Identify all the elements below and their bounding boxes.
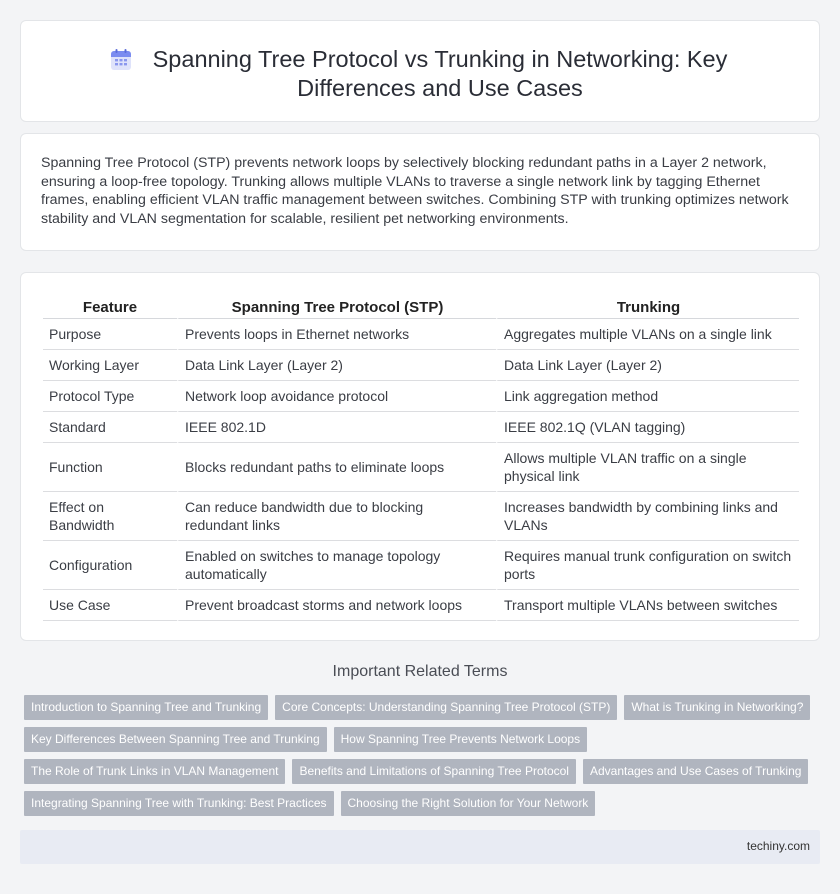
table-cell: Working Layer xyxy=(43,350,177,381)
footer-site-link[interactable]: techiny.com xyxy=(746,839,810,853)
header-trunking: Trunking xyxy=(496,297,799,319)
header-stp: Spanning Tree Protocol (STP) xyxy=(177,297,496,319)
title-card xyxy=(20,20,820,122)
related-term-link[interactable]: Core Concepts: Understanding Spanning Tree Protocol (STP) xyxy=(275,695,617,720)
table-cell: Use Case xyxy=(43,590,177,621)
table-cell: Link aggregation method xyxy=(496,381,799,412)
related-term-link[interactable]: Advantages and Use Cases of Trunking xyxy=(583,759,808,784)
intro-paragraph: Spanning Tree Protocol (STP) prevents network loops by selectively blocking redundant paths in a Layer 2 network, ensuring a loop-free topology. Trunking allows multiple VLANs to traverse a single network link by tagging Ethernet frames, enabling efficient VLAN traffic management between switches. Combining STP with trunking optimizes network stability and VLAN segmentation for scalable, resilient pet networking environments. xyxy=(41,155,789,227)
table-cell: Transport multiple VLANs between switches xyxy=(496,590,799,621)
table-cell: Enabled on switches to manage topology automatically xyxy=(177,541,496,590)
table-cell: Configuration xyxy=(43,541,177,590)
related-term-link[interactable]: Introduction to Spanning Tree and Trunking xyxy=(24,695,268,720)
comparison-card xyxy=(20,272,820,641)
table-cell: Standard xyxy=(43,412,177,443)
table-row xyxy=(43,319,799,350)
table-cell: IEEE 802.1Q (VLAN tagging) xyxy=(496,412,799,443)
table-cell: Protocol Type xyxy=(43,381,177,412)
table-cell: Increases bandwidth by combining links and VLANs xyxy=(496,492,799,541)
related-term-link[interactable]: The Role of Trunk Links in VLAN Management xyxy=(24,759,285,784)
comparison-table xyxy=(43,297,799,621)
table-row xyxy=(43,350,799,381)
footer xyxy=(20,830,820,864)
table-row xyxy=(43,541,799,590)
table-row xyxy=(43,443,799,492)
related-term-link[interactable]: How Spanning Tree Prevents Network Loops xyxy=(334,727,587,752)
related-term-link[interactable]: Benefits and Limitations of Spanning Tree Protocol xyxy=(292,759,576,784)
table-row xyxy=(43,381,799,412)
table-cell: Network loop avoidance protocol xyxy=(177,381,496,412)
table-cell: IEEE 802.1D xyxy=(177,412,496,443)
related-terms-heading: Important Related Terms xyxy=(332,663,508,680)
table-cell: Prevents loops in Ethernet networks xyxy=(177,319,496,350)
table-cell: Function xyxy=(43,443,177,492)
table-row xyxy=(43,492,799,541)
table-cell: Requires manual trunk configuration on switch ports xyxy=(496,541,799,590)
page-title: Spanning Tree Protocol vs Trunking in Networking: Key Differences and Use Cases xyxy=(152,46,728,101)
table-header-row xyxy=(43,297,799,319)
table-cell: Can reduce bandwidth due to blocking redundant links xyxy=(177,492,496,541)
table-cell: Purpose xyxy=(43,319,177,350)
table-cell: Allows multiple VLAN traffic on a single physical link xyxy=(496,443,799,492)
table-cell: Data Link Layer (Layer 2) xyxy=(496,350,799,381)
table-cell: Data Link Layer (Layer 2) xyxy=(177,350,496,381)
table-cell: Prevent broadcast storms and network loops xyxy=(177,590,496,621)
table-cell: Blocks redundant paths to eliminate loops xyxy=(177,443,496,492)
table-row xyxy=(43,590,799,621)
related-term-link[interactable]: Integrating Spanning Tree with Trunking: Best Practices xyxy=(24,791,334,816)
intro-card xyxy=(20,133,820,251)
related-term-link[interactable]: What is Trunking in Networking? xyxy=(624,695,810,720)
header-feature: Feature xyxy=(43,297,177,319)
table-cell: Effect on Bandwidth xyxy=(43,492,177,541)
table-cell: Aggregates multiple VLANs on a single link xyxy=(496,319,799,350)
related-term-link[interactable]: Choosing the Right Solution for Your Network xyxy=(341,791,596,816)
table-row xyxy=(43,412,799,443)
related-term-link[interactable]: Key Differences Between Spanning Tree and Trunking xyxy=(24,727,327,752)
related-terms-list xyxy=(24,695,824,823)
